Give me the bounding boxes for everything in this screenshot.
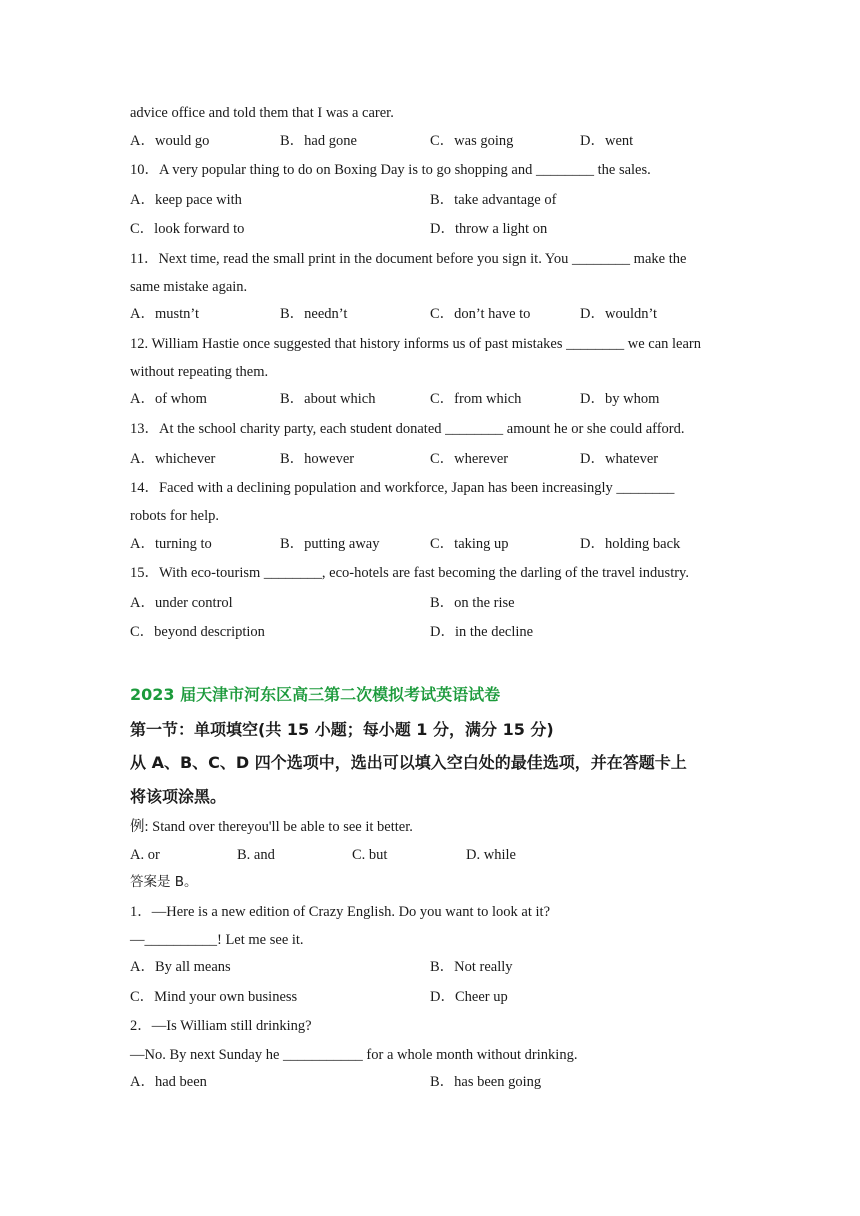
- q12-option-c: C．from which: [430, 391, 522, 407]
- q13-option-d: D．whatever: [580, 451, 659, 467]
- q11-option-a: A．mustn’t: [130, 306, 200, 322]
- q1-stem-line2: —__________! Let me see it.: [130, 932, 304, 948]
- q15-option-c: C．beyond description: [130, 624, 265, 640]
- q2-stem-line1: 2．—Is William still drinking?: [130, 1018, 312, 1034]
- example-stem: 例: Stand over thereyou'll be able to see it better.: [130, 819, 413, 835]
- q14-option-b: B．putting away: [280, 536, 380, 552]
- q13-option-c: C．wherever: [430, 451, 509, 467]
- q11-stem-line1: 11．Next time, read the small print in the document before you sign it. You ________ make the: [130, 251, 687, 267]
- q12-option-b: B．about which: [280, 391, 376, 407]
- q15-option-d: D．in the decline: [430, 624, 534, 640]
- q9-stem-tail: advice office and told them that I was a carer.: [130, 105, 394, 121]
- q14-stem-line1: 14．Faced with a declining population and workforce, Japan has been increasingly ________: [130, 480, 675, 496]
- q14-option-c: C．taking up: [430, 536, 509, 552]
- example-option-a: A. or: [130, 847, 160, 863]
- q11-option-c: C．don’t have to: [430, 306, 531, 322]
- q2-option-b: B．has been going: [430, 1074, 542, 1090]
- q12-stem-line2: without repeating them.: [130, 364, 269, 380]
- q13-option-b: B．however: [280, 451, 355, 467]
- q9-option-d: D．went: [580, 133, 634, 149]
- example-option-d: D. while: [466, 847, 516, 863]
- q14-option-d: D．holding back: [580, 536, 681, 552]
- q12-option-a: A．of whom: [130, 391, 207, 407]
- q13-stem: 13．At the school charity party, each student donated ________ amount he or she could afford.: [130, 421, 685, 437]
- q14-stem-line2: robots for help.: [130, 508, 219, 524]
- example-option-b: B. and: [237, 847, 275, 863]
- q10-option-a: A．keep pace with: [130, 192, 242, 208]
- q1-stem-line1: 1．—Here is a new edition of Crazy English. Do you want to look at it?: [130, 904, 551, 920]
- q11-option-d: D．wouldn’t: [580, 306, 658, 322]
- q2-stem-line2: —No. By next Sunday he ___________ for a whole month without drinking.: [130, 1047, 578, 1063]
- q12-stem-line1: 12. William Hastie once suggested that history informs us of past mistakes ________ we can learn: [130, 336, 701, 352]
- q9-option-a: A．would go: [130, 133, 210, 149]
- q1-option-d: D．Cheer up: [430, 989, 508, 1005]
- q10-option-c: C．look forward to: [130, 221, 245, 237]
- q11-stem-line2: same mistake again.: [130, 279, 248, 295]
- q9-option-c: C．was going: [430, 133, 514, 149]
- q2-option-a: A．had been: [130, 1074, 207, 1090]
- q11-option-b: B．needn’t: [280, 306, 348, 322]
- instruction-line1: 从 A、B、C、D 四个选项中，选出可以填入空白处的最佳选项，并在答题卡上: [130, 753, 687, 772]
- section-heading: 第一节：单项填空(共 15 小题；每小题 1 分，满分 15 分): [130, 720, 554, 739]
- q14-option-a: A．turning to: [130, 536, 212, 552]
- q1-option-b: B．Not really: [430, 959, 513, 975]
- exam-title: 2023 届天津市河东区高三第二次模拟考试英语试卷: [130, 685, 501, 704]
- q10-stem: 10．A very popular thing to do on Boxing Day is to go shopping and ________ the sales.: [130, 162, 651, 178]
- example-answer: 答案是 B。: [130, 874, 198, 890]
- q12-option-d: D．by whom: [580, 391, 660, 407]
- example-option-c: C. but: [352, 847, 388, 863]
- q10-option-b: B．take advantage of: [430, 192, 557, 208]
- q15-option-a: A．under control: [130, 595, 233, 611]
- q1-option-a: A．By all means: [130, 959, 231, 975]
- instruction-line2: 将该项涂黑。: [130, 787, 227, 806]
- q15-option-b: B．on the rise: [430, 595, 515, 611]
- q9-option-b: B．had gone: [280, 133, 357, 149]
- q1-option-c: C．Mind your own business: [130, 989, 298, 1005]
- q10-option-d: D．throw a light on: [430, 221, 548, 237]
- q13-option-a: A．whichever: [130, 451, 216, 467]
- q15-stem: 15．With eco-tourism ________, eco-hotels are fast becoming the darling of the travel industry.: [130, 565, 689, 581]
